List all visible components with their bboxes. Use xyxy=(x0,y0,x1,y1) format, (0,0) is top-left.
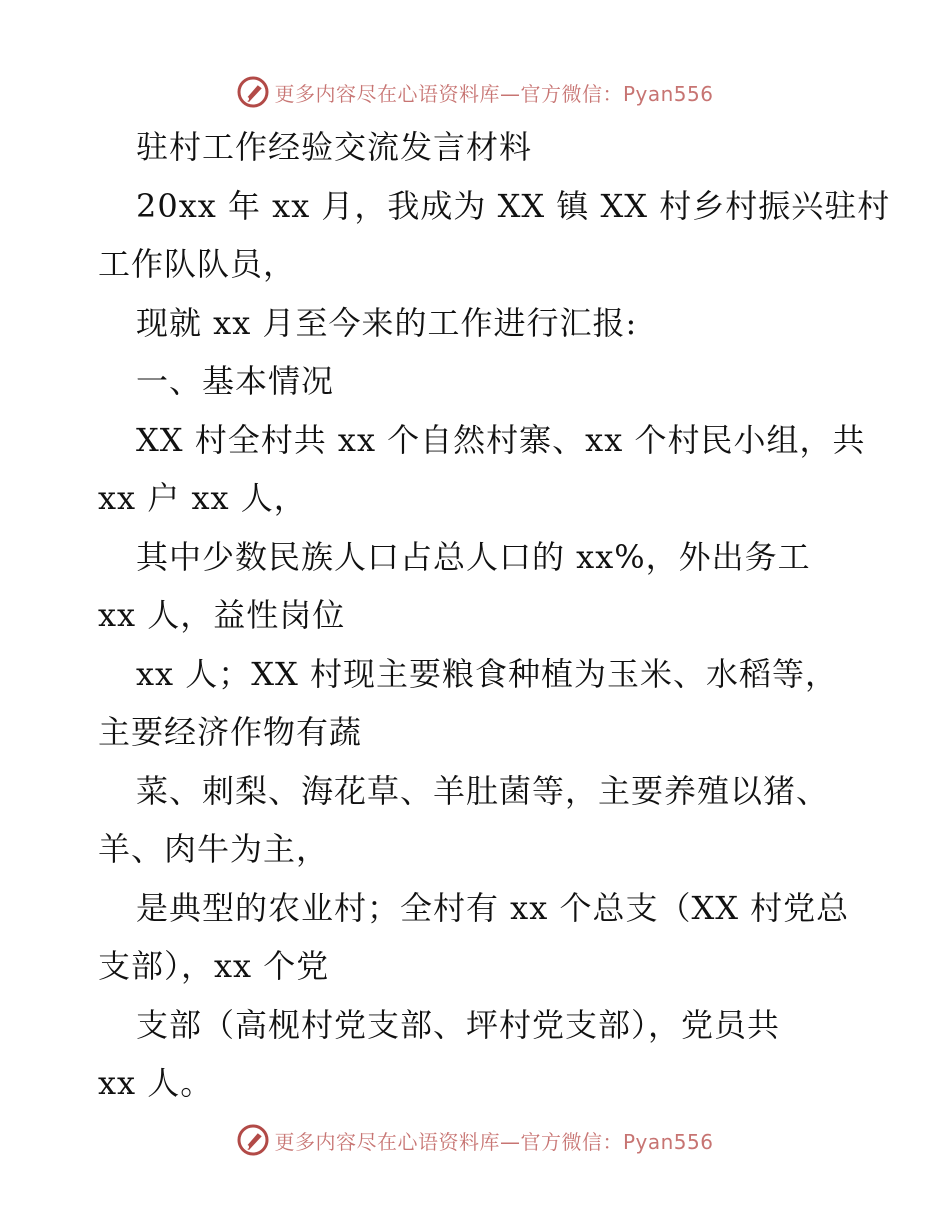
document-line: 羊、肉牛为主， xyxy=(98,830,330,868)
quill-seal-icon xyxy=(236,75,270,109)
document-line: xx 户 xx 人， xyxy=(98,479,307,517)
quill-seal-icon xyxy=(236,1123,270,1157)
footer-banner-text: 更多内容尽在心语资料库—官方微信：Pyan556 xyxy=(274,1129,714,1154)
document-line: 驻村工作经验交流发言材料 xyxy=(136,128,533,166)
document-line: 20xx 年 xx 月，我成为 XX 镇 XX 村乡村振兴驻村 xyxy=(136,186,891,225)
document-line: 一、基本情况 xyxy=(136,362,335,400)
header-banner xyxy=(0,70,950,114)
footer-banner xyxy=(0,1118,950,1162)
document-line: 主要经济作物有蔬 xyxy=(98,713,363,751)
document-line: 工作队队员， xyxy=(98,245,297,283)
document-line: 其中少数民族人口占总人口的 xx%，外出务工 xyxy=(136,537,811,576)
document-body xyxy=(98,118,891,1113)
document-line: xx 人；XX 村现主要粮食种植为玉米、水稻等， xyxy=(136,654,839,693)
document-line: XX 村全村共 xx 个自然村寨、xx 个村民小组，共 xyxy=(136,420,866,459)
header-banner-text: 更多内容尽在心语资料库—官方微信：Pyan556 xyxy=(274,81,714,106)
document-line: 菜、刺梨、海花草、羊肚菌等，主要养殖以猪、 xyxy=(136,771,830,810)
document-line: 支部），xx 个党 xyxy=(98,947,330,985)
document-line: 是典型的农业村；全村有 xx 个总支（XX 村党总 xyxy=(136,888,850,927)
document-line: xx 人。 xyxy=(98,1064,214,1102)
document-line: xx 人，益性岗位 xyxy=(98,596,346,634)
document-line: 支部（高枧村党支部、坪村党支部），党员共 xyxy=(136,1005,781,1044)
document-line: 现就 xx 月至今来的工作进行汇报: xyxy=(136,303,638,342)
